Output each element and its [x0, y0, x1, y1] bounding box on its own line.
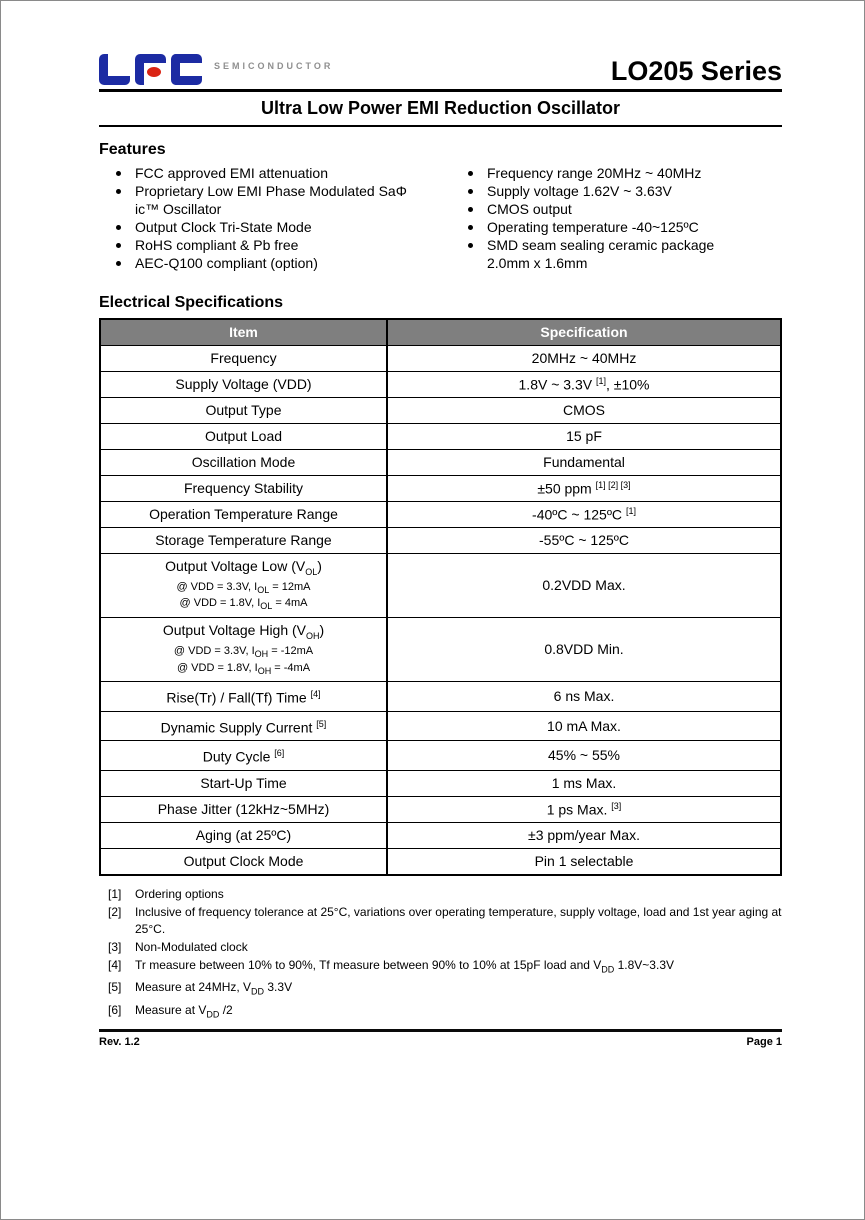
column-header-specification: Specification — [387, 319, 781, 345]
spec-item-cell: Output Voltage Low $(V_{OL})$ @ VDD = 3.3V, $I_{OL} = 12mA$ @ VDD = 1.8V, $I_{OL} = 4mA$ — [100, 553, 387, 617]
spec-value-cell: ±50 ppm [1] [2] [3] — [387, 475, 781, 501]
header-brand-row — [99, 49, 782, 85]
logo-red-dot-icon — [147, 67, 161, 77]
feature-item: RoHS compliant & Pb free — [99, 236, 451, 254]
spec-item-cell: Dynamic Supply Current [5] — [100, 711, 387, 741]
spec-value-cell: CMOS — [387, 397, 781, 423]
specs-section — [99, 294, 782, 876]
spec-table-row — [100, 449, 781, 475]
features-heading: Features — [99, 141, 166, 158]
footnote-item: [3] Non-Modulated clock — [108, 939, 248, 954]
footer-rule — [99, 1029, 782, 1032]
spec-table-row — [100, 617, 781, 681]
column-header-item: Item — [100, 319, 387, 345]
feature-item: CMOS output — [451, 200, 782, 218]
header-rule-top — [99, 89, 782, 92]
feature-item: Operating temperature -40~125ºC — [451, 218, 782, 236]
footer-page-number: Page 1 — [746, 1035, 782, 1048]
spec-value-cell: 0.8VDD Min. — [387, 617, 781, 681]
spec-item-cell: Storage Temperature Range — [100, 527, 387, 553]
footnote-item: [4] Tr measure between 10% to 90%, Tf measure between 90% to 10% at 15pF load and $V_{DD}$ 1.8V~3.3V — [108, 957, 674, 975]
feature-item: Output Clock Tri-State Mode — [99, 218, 451, 236]
specs-heading: Electrical Specifications — [99, 294, 284, 311]
spec-item-cell: Output Type — [100, 397, 387, 423]
doc-title: Ultra Low Power EMI Reduction Oscillator — [260, 98, 621, 118]
features-left-list — [99, 164, 451, 272]
series-title: LO205 Series — [610, 56, 782, 86]
spec-table-row — [100, 475, 781, 501]
logo-letter-l — [99, 54, 130, 85]
spec-table-row — [100, 796, 781, 822]
spec-table-row — [100, 371, 781, 397]
logo-letter-f — [135, 54, 166, 85]
features-section — [99, 141, 782, 272]
spec-value-cell: 10 mA Max. — [387, 711, 781, 741]
spec-table-row — [100, 681, 781, 711]
spec-item-cell: Phase Jitter (12kHz~5MHz) — [100, 796, 387, 822]
spec-value-cell: 20MHz ~ 40MHz — [387, 345, 781, 371]
spec-item-cell: Oscillation Mode — [100, 449, 387, 475]
spec-table-row — [100, 711, 781, 741]
spec-value-cell: Pin 1 selectable — [387, 848, 781, 875]
feature-item: AEC-Q100 compliant (option) — [99, 254, 451, 272]
feature-item: Proprietary Low EMI Phase Modulated SaΦ ic™ Oscillator — [99, 182, 451, 218]
spec-table-row — [100, 397, 781, 423]
spec-table-row — [100, 553, 781, 617]
footnote-item: [6] Measure at $V_{DD}$ /2 — [108, 1002, 233, 1019]
specs-table — [99, 318, 782, 876]
spec-table-row — [100, 770, 781, 796]
feature-item: SMD seam sealing ceramic package 2.0mm x 1.6mm — [451, 236, 782, 272]
spec-item-cell: Frequency — [100, 345, 387, 371]
spec-table-row — [100, 848, 781, 875]
spec-value-cell: 15 pF — [387, 423, 781, 449]
spec-table-row — [100, 501, 781, 527]
footnote-item: [5] Measure at 24MHz, $V_{DD}$ 3.3V — [108, 980, 293, 997]
spec-item-cell: Supply Voltage (VDD) — [100, 371, 387, 397]
spec-table-row — [100, 345, 781, 371]
brand-tagline: SEMICONDUCTOR — [214, 61, 334, 71]
feature-item: Frequency range 20MHz ~ 40MHz — [451, 164, 782, 182]
spec-item-cell: Operation Temperature Range — [100, 501, 387, 527]
footnote-item: [2] Inclusive of frequency tolerance at 25°C, variations over operating temperature, supply voltage, load and 1st year aging at 25°C. — [108, 904, 782, 936]
spec-table-row — [100, 527, 781, 553]
spec-item-cell: Duty Cycle [6] — [100, 741, 387, 771]
spec-table-row — [100, 741, 781, 771]
footnote-item: [1] Ordering options — [108, 886, 224, 901]
footer-revision: Rev. 1.2 — [99, 1035, 140, 1048]
features-columns — [99, 164, 782, 272]
spec-value-cell: 1.8V ~ 3.3V [1], ±10% — [387, 371, 781, 397]
spec-item-cell: Frequency Stability — [100, 475, 387, 501]
features-right-list — [451, 164, 782, 272]
header-rule-bottom — [99, 125, 782, 127]
footnotes-section — [99, 886, 782, 1023]
spec-value-cell: 0.2VDD Max. — [387, 553, 781, 617]
spec-value-cell: -55ºC ~ 125ºC — [387, 527, 781, 553]
spec-table-row — [100, 423, 781, 449]
datasheet-page — [99, 49, 782, 1048]
lfc-logo-icon — [99, 52, 202, 85]
spec-value-cell: Fundamental — [387, 449, 781, 475]
page-footer — [99, 1029, 782, 1048]
specs-table-header-row — [100, 319, 781, 345]
spec-item-cell: Output Clock Mode — [100, 848, 387, 875]
spec-item-cell: Aging (at 25ºC) — [100, 822, 387, 848]
spec-value-cell: 1 ps Max. [3] — [387, 796, 781, 822]
spec-table-row — [100, 822, 781, 848]
spec-value-cell: ±3 ppm/year Max. — [387, 822, 781, 848]
spec-item-cell: Output Load — [100, 423, 387, 449]
spec-value-cell: 45% ~ 55% — [387, 741, 781, 771]
spec-item-cell: Rise(Tr) / Fall(Tf) Time [4] — [100, 681, 387, 711]
logo-letter-c — [171, 54, 202, 85]
spec-value-cell: 1 ms Max. — [387, 770, 781, 796]
feature-item: Supply voltage 1.62V ~ 3.63V — [451, 182, 782, 200]
spec-value-cell: 6 ns Max. — [387, 681, 781, 711]
spec-value-cell: -40ºC ~ 125ºC [1] — [387, 501, 781, 527]
feature-item: FCC approved EMI attenuation — [99, 164, 451, 182]
spec-item-cell: Output Voltage High $(V_{OH})$ @ VDD = 3.3V, $I_{OH} = -12mA$ @ VDD = 1.8V, $I_{OH} = -4mA$ — [100, 617, 387, 681]
spec-item-cell: Start-Up Time — [100, 770, 387, 796]
